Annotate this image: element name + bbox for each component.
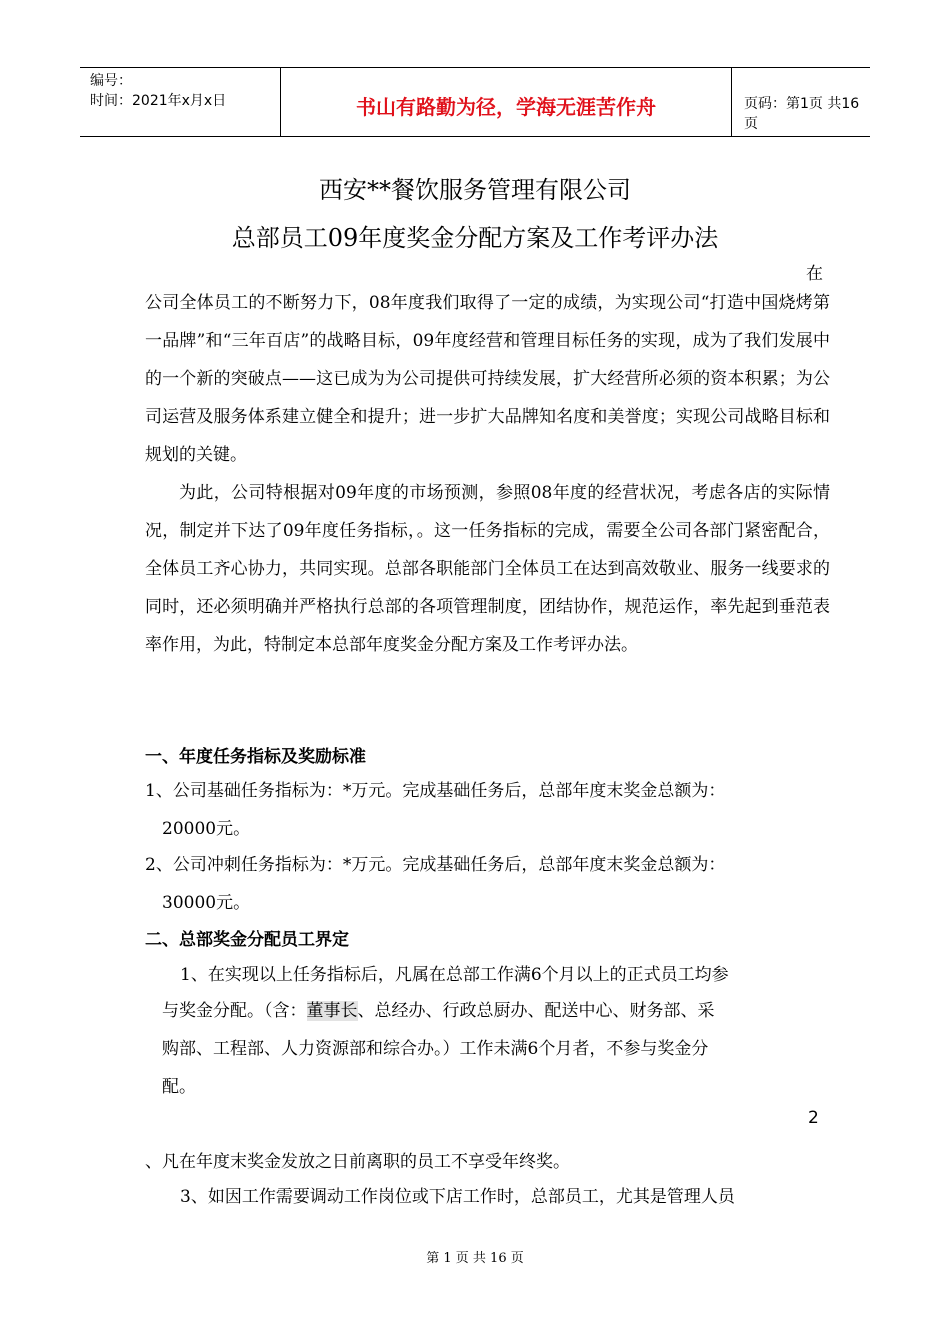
s1-item1-line1: 1、公司基础任务指标为：*万元。完成基础任务后，总部年度末奖金总额为： xyxy=(145,781,726,801)
header-page-cell xyxy=(732,68,870,136)
section1-heading: 一、年度任务指标及奖励标准 xyxy=(145,747,366,767)
page-info: 页码：第1页 共16页 xyxy=(744,96,860,132)
s2-item1-line3: 购部、工程部、人力资源部和综合办。）工作未满6个月者，不参与奖金分 xyxy=(162,1039,709,1059)
header-meta-cell xyxy=(80,68,281,136)
highlighted-term: 董事长 xyxy=(306,1001,358,1021)
s2-item3-text: 3、如因工作需要调动工作岗位或下店工作时，总部员工，尤其是管理人员 xyxy=(180,1187,735,1207)
s2-item1-line2-a: 与奖金分配。（含： xyxy=(162,1001,307,1021)
date-label: 时间：2021年x月x日 xyxy=(90,93,227,109)
s2-item1-line1: 1、在实现以上任务指标后，凡属在总部工作满6个月以上的正式员工均参 xyxy=(180,965,729,985)
code-label: 编号： xyxy=(90,73,132,89)
header-motto-cell xyxy=(281,68,732,136)
paragraph-2: 为此，公司特根据对09年度的市场预测，参照08年度的经营状况，考虑各店的实际情况，制定并下达了09年度任务指标，。这一任务指标的完成，需要全公司各部门紧密配合，全体员工齐心协力，共同实现。总部各职能部门全体员工在达到高效敬业、服务一线要求的同时，还必须明确并严格执行总部的各项管理制度，团结协作，规范运作，率先起到垂范表率作用，为此，特制定本总部年度奖金分配方案及工作考评办法。 xyxy=(145,483,830,655)
s1-item2-line1: 2、公司冲刺任务指标为：*万元。完成基础任务后，总部年度末奖金总额为： xyxy=(145,855,726,875)
s2-item1-line4: 配。 xyxy=(162,1077,196,1097)
page-header xyxy=(80,67,870,137)
page-footer: 第 1 页 共 16 页 xyxy=(426,1251,524,1266)
company-name: 西安**餐饮服务管理有限公司 xyxy=(319,176,631,204)
s2-item1-line2 xyxy=(162,996,715,1021)
section2-heading: 二、总部奖金分配员工界定 xyxy=(145,930,349,950)
s2-item2-text: 、凡在年度末奖金发放之日前离职的员工不享受年终奖。 xyxy=(145,1152,570,1172)
motto-text: 书山有路勤为径，学海无涯苦作舟 xyxy=(356,95,656,119)
intro-start: 在 xyxy=(806,264,823,284)
s1-item1-line2: 20000元。 xyxy=(162,819,251,839)
s2-item1-line2-b: 、总经办、行政总厨办、配送中心、财务部、采 xyxy=(357,1001,715,1021)
s1-item2-line2: 30000元。 xyxy=(162,893,251,913)
intro-paragraph: 公司全体员工的不断努力下，08年度我们取得了一定的成绩，为实现公司“打造中国烧烤第一品牌”和“三年百店”的战略目标，09年度经营和管理目标任务的实现，成为了我们发展中的一个新的突破点——这已成为为公司提供可持续发展，扩大经营所必须的资本积累；为公司运营及服务体系建立健全和提升；进一步扩大品牌知名度和美誉度；实现公司战略目标和规划的关键。 xyxy=(145,293,830,465)
s2-item2-number: 2 xyxy=(808,1108,819,1128)
document-title: 总部员工09年度奖金分配方案及工作考评办法 xyxy=(231,224,719,252)
